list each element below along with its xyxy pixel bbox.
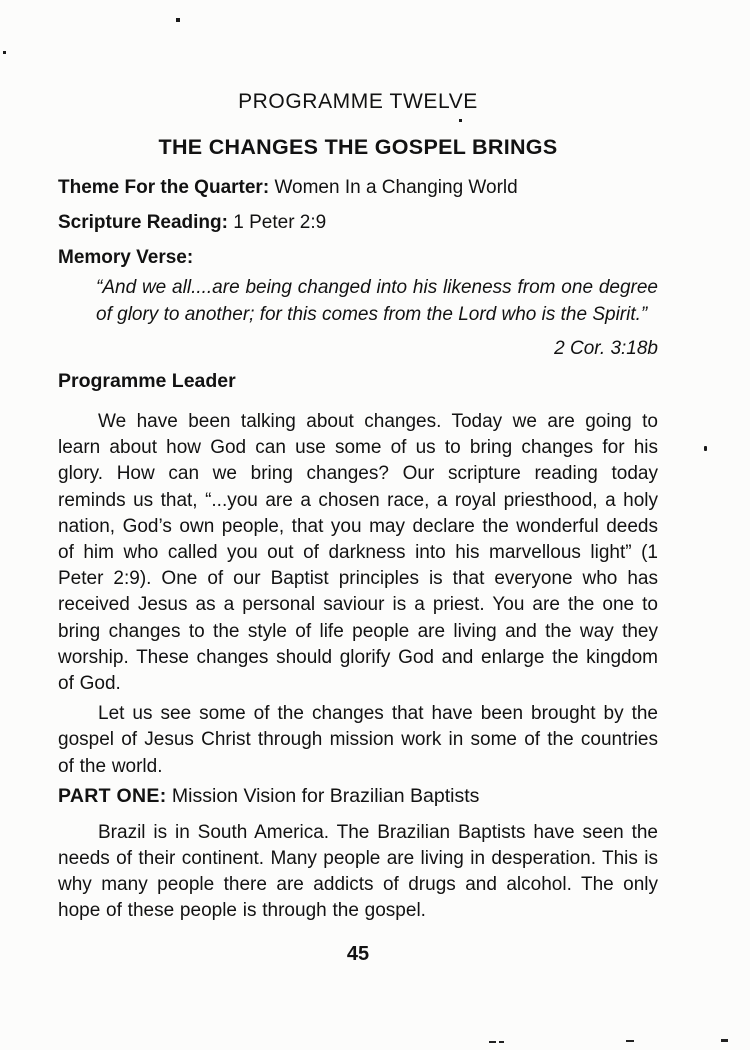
scan-edge-artifact — [489, 1041, 496, 1043]
scripture-value: 1 Peter 2:9 — [233, 212, 327, 233]
paragraph-mission-changes: Let us see some of the changes that have been brought by the gospel of Jesus Christ through mission work in some of the countries of the world. — [58, 703, 658, 777]
scan-edge-artifact — [626, 1040, 634, 1042]
theme-line — [58, 176, 658, 199]
scan-edge-artifact — [721, 1039, 728, 1042]
theme-value: Women In a Changing World — [274, 177, 518, 198]
verse-citation: 2 Cor. 3:18b — [554, 338, 658, 359]
memory-verse-text: “And we all....are being changed into his likeness from one degree of glory to another; for this comes from the Lord who is the Spirit.” — [96, 277, 658, 325]
theme-label: Theme For the Quarter: — [58, 177, 270, 198]
scripture-line — [58, 211, 658, 234]
page-title: THE CHANGES THE GOSPEL BRINGS — [158, 135, 558, 159]
paragraph-changes: We have been talking about changes. Today we are going to learn about how God can use some of us to bring changes for his glory. How can we bring changes? Our scripture reading today reminds us that, “...you are a chosen race, a royal priesthood, a holy nation, God’s own people, that you may declare the wonderful deeds of him who called you out of darkness into his marvellous light” (1 Peter 2:9). One of our Baptist principles is that everyone who has received Jesus as a personal saviour is a priest. You are the one to bring changes to the style of life people are living and the way they worship. These changes should glorify God and enlarge the kingdom of God. — [58, 411, 658, 695]
scan-speck — [176, 18, 180, 22]
part-one-heading — [58, 784, 658, 808]
programme-leader-heading: Programme Leader — [58, 370, 236, 392]
part-one-title: Mission Vision for Brazilian Baptists — [166, 784, 480, 807]
memory-verse-label: Memory Verse: — [58, 247, 194, 268]
programme-kicker: PROGRAMME TWELVE — [238, 90, 478, 113]
paragraph-brazil: Brazil is in South America. The Brazilian Baptists have seen the needs of their continent. Many people are living in desperation. This is why many people there are addicts of drugs and alcohol. The only hope of these people is through the gospel. — [58, 821, 658, 922]
scan-speck — [704, 446, 707, 451]
scripture-label: Scripture Reading: — [58, 212, 228, 233]
scan-speck — [3, 51, 6, 54]
scan-edge-artifact — [499, 1041, 504, 1043]
page-number: 45 — [346, 942, 370, 965]
scan-speck — [459, 119, 462, 122]
part-one-label: PART ONE: — [58, 784, 167, 807]
